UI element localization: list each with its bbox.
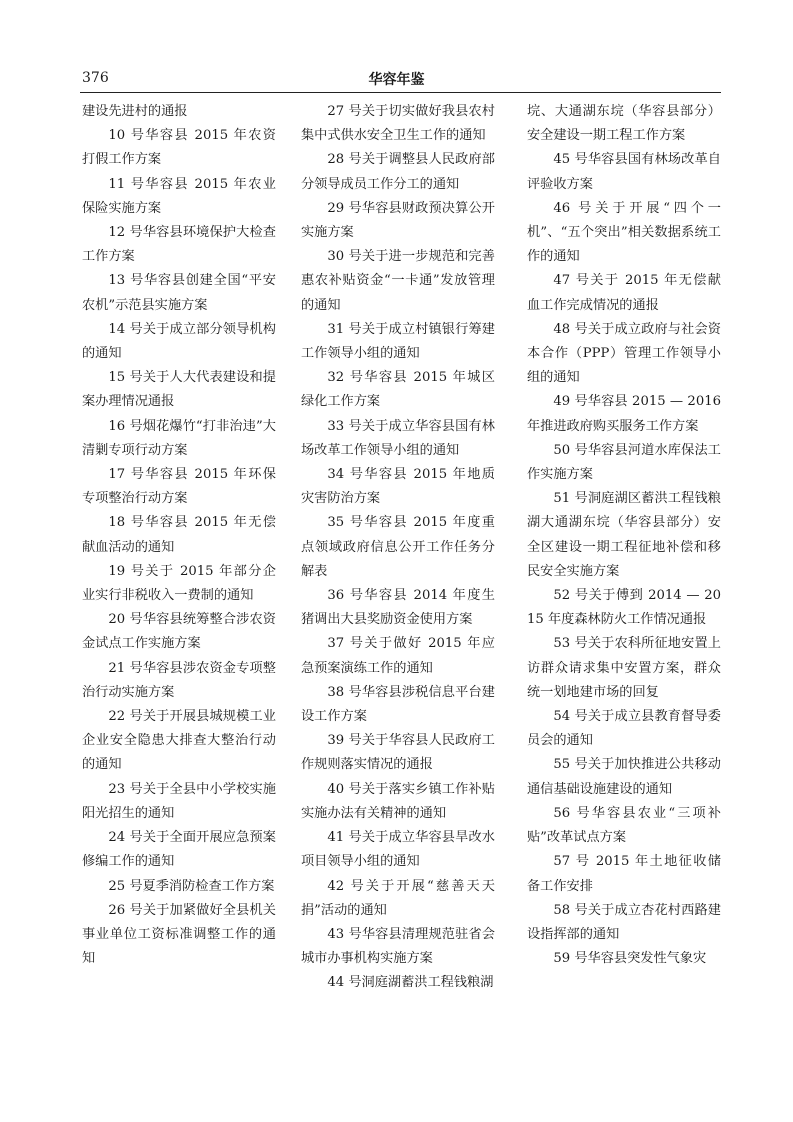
list-item: 44 号洞庭湖蓄洪工程钱粮湖 [327,975,494,991]
list-item: 43 号华容县清理规范驻省会城市办事机构实施方案 [301,926,495,967]
list-item: 39 号关于华容县人民政府工作规则落实情况的通报 [301,733,495,773]
list-item: 21 号华容县涉农资金专项整治行动实施方案 [82,660,276,700]
list-item: 15 号关于人大代表建设和提案办理情况通报 [82,370,276,410]
list-item: 27 号关于切实做好我县农村集中式供水安全卫生工作的通知 [301,104,495,144]
list-item: 18 号华容县 2015 年无偿献血活动的通知 [82,515,276,555]
list-item: 51 号洞庭湖区蓄洪工程钱粮湖大通湖东垸（华容县部分）安全区建设一期工程征地补偿和移民安全实施方案 [527,491,721,579]
header-rule [80,92,721,93]
page-number: 376 [82,70,109,86]
list-item: 25 号夏季消防检查工作方案 [108,878,275,894]
list-item: 41 号关于成立华容县旱改水项目领导小组的通知 [301,830,495,870]
list-item: 45 号华容县国有林场改革自评验收方案 [527,152,721,192]
list-item: 13 号华容县创建全国“平安农机”示范县实施方案 [82,273,276,313]
list-item: 53 号关于农科所征地安置上访群众请求集中安置方案，群众统一划地建市场的回复 [527,636,721,700]
list-item: 50 号华容县河道水库保法工作实施方案 [527,442,721,483]
running-title: 华容年鉴 [368,72,425,88]
list-item: 17 号华容县 2015 年环保专项整治行动方案 [82,467,276,507]
list-item: 55 号关于加快推进公共移动通信基础设施建设的通知 [527,757,721,797]
list-item: 57 号 2015 年土地征收储备工作安排 [527,854,721,894]
list-item: 30 号关于进一步规范和完善惠农补贴资金“一卡通”发放管理的通知 [301,249,495,313]
list-item: 46 号关于开展“四个一机”、“五个突出”相关数据系统工作的通知 [527,200,721,265]
column-2 [301,100,495,996]
list-item: 23 号关于全县中小学校实施阳光招生的通知 [82,781,276,821]
list-item: 36 号华容县 2014 年度生猪调出大县奖励资金使用方案 [301,588,495,628]
list-item: 40 号关于落实乡镇工作补贴实施办法有关精神的通知 [301,781,495,821]
list-item: 58 号关于成立杏花村西路建设指挥部的通知 [527,902,721,942]
list-item: 19 号关于 2015 年部分企业实行非税收入一费制的通知 [82,563,276,604]
list-item: 20 号华容县统筹整合涉农资金试点工作实施方案 [82,612,276,652]
list-item: 38 号华容县涉税信息平台建设工作方案 [301,684,495,725]
list-item: 59 号华容县突发性气象灾 [553,951,707,967]
list-item: 28 号关于调整县人民政府部分领导成员工作分工的通知 [301,152,495,192]
column-3 [527,100,721,971]
list-item: 37 号关于做好 2015 年应急预案演练工作的通知 [301,636,495,676]
list-item: 垸、大通湖东垸（华容县部分）安全建设一期工程工作方案 [527,104,721,144]
list-item: 32 号华容县 2015 年城区绿化工作方案 [301,370,495,410]
list-item: 47 号关于 2015 年无偿献血工作完成情况的通报 [527,273,721,313]
list-item: 48 号关于成立政府与社会资本合作（PPP）管理工作领导小组的通知 [527,321,721,386]
list-item: 29 号华容县财政预决算公开实施方案 [301,200,495,241]
list-item: 34 号华容县 2015 年地质灾害防治方案 [301,467,495,507]
list-item: 42 号关于开展“慈善天天捐”活动的通知 [301,878,495,918]
list-item: 31 号关于成立村镇银行筹建工作领导小组的通知 [301,321,495,362]
list-item: 54 号关于成立县教育督导委员会的通知 [527,709,721,749]
list-item: 12 号华容县环境保护大检查工作方案 [82,225,276,265]
list-item: 16 号烟花爆竹“打非治违”大清剿专项行动方案 [82,418,276,458]
list-item: 24 号关于全面开展应急预案修编工作的通知 [82,830,276,870]
list-item: 52 号关于傅到 2014 — 2015 年度森林防火工作情况通报 [527,588,721,628]
list-item: 11 号华容县 2015 年农业保险实施方案 [82,176,276,216]
list-item: 33 号关于成立华容县国有林场改革工作领导小组的通知 [301,418,495,458]
list-item: 56 号华容县农业“三项补贴”改革试点方案 [527,805,721,846]
list-item: 建设先进村的通报 [82,104,188,119]
list-item: 35 号华容县 2015 年度重点领域政府信息公开工作任务分解表 [301,515,495,579]
list-item: 10 号华容县 2015 年农资打假工作方案 [82,128,276,168]
list-item: 22 号关于开展县城规模工业企业安全隐患大排查大整治行动的通知 [82,709,276,773]
column-1 [82,100,276,971]
list-item: 26 号关于加紧做好全县机关事业单位工资标准调整工作的通知 [82,902,276,967]
list-item: 14 号关于成立部分领导机构的通知 [82,321,276,362]
list-item: 49 号华容县 2015 — 2016 年推进政府购买服务工作方案 [527,394,721,434]
